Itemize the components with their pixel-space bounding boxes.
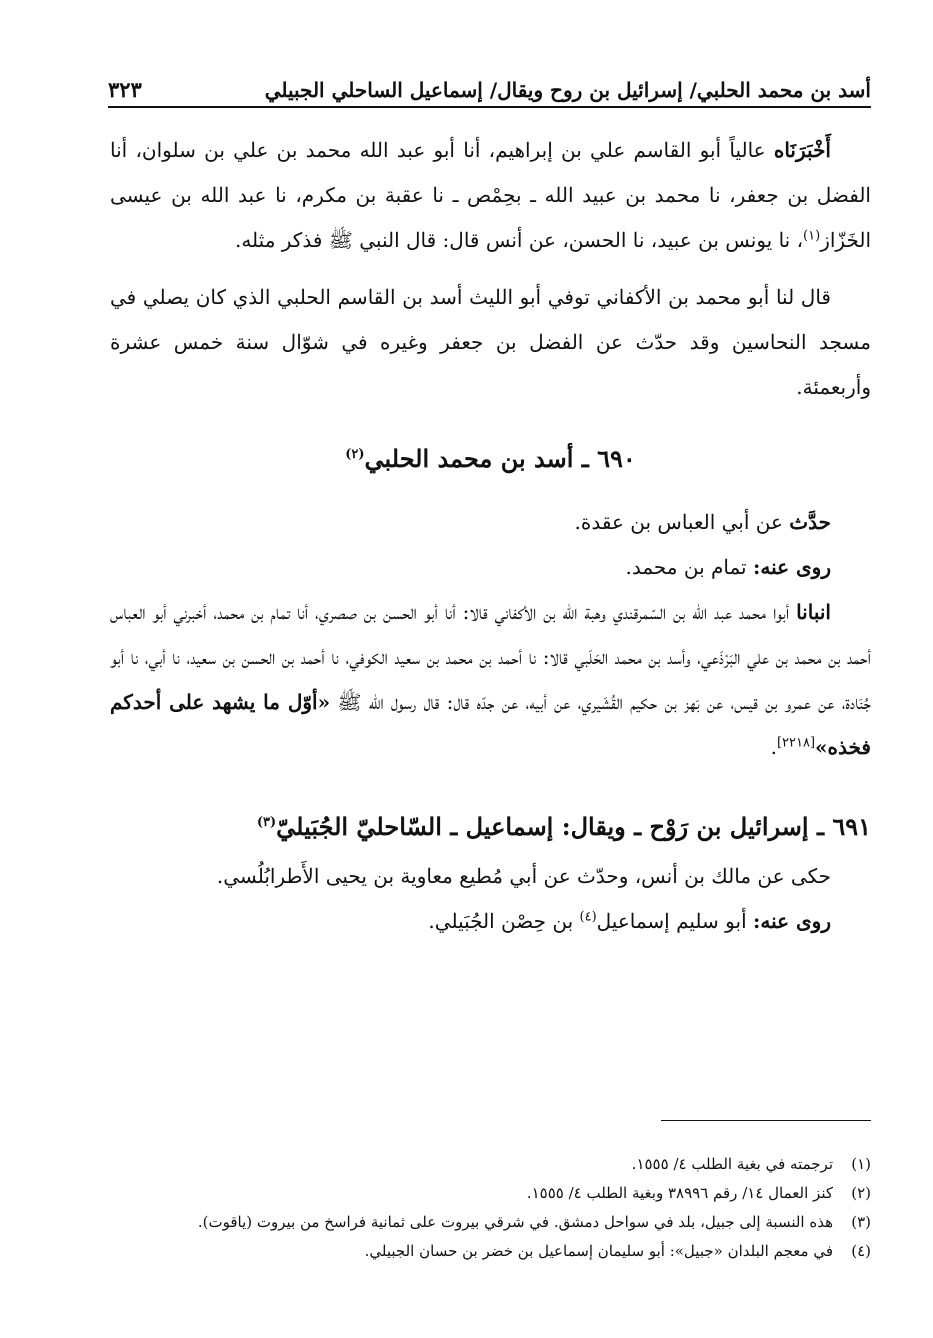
paragraph-lead: روى عنه:	[752, 909, 831, 933]
paragraph-death-note: قال لنا أبو محمد بن الأكفاني توفي أبو الليث أسد بن القاسم الحلبي الذي كان يصلي في مسجد النحاسين وقد حدّث عن الفضل بن جعفر وغيره في شوّال سنة خمس عشرة وأربعمئة.	[110, 285, 871, 399]
running-title: أسد بن محمد الحلبي/ إسرائيل بن روح ويقال/ إسماعيل الساحلي الجبيلي	[264, 78, 871, 102]
footnote-1	[100, 1150, 871, 1179]
paragraph-text: عن أبي العباس بن عقدة.	[574, 510, 790, 534]
paragraph-end: .	[770, 735, 777, 759]
footnote-3	[100, 1208, 871, 1237]
paragraph-haddath	[110, 500, 871, 545]
paragraph-lead: روى عنه:	[752, 555, 831, 579]
paragraph-akhbarana	[110, 128, 871, 263]
paragraph-haka: حكى عن مالك بن أنس، وحدّث عن أبي مُطيع معاوية بن يحيى الأَطرابُلُسي.	[216, 864, 831, 888]
paragraph-text: أبوا محمد عبد الله بن السّمرقندي وهبة الله بن الأكفاني قالا: أنا أبو الحسن بن صصري، أنا تمام بن محمد، أخبرني أبو العباس أحمد بن محمد بن علي البَرْذَعي، وأسد بن محمد الحَلَبي قالا: نا أحمد بن محمد بن سعيد الكوفي، نا أحمد بن الحسن بن سعيد، نا أبي، نا أبو جُنَادة، عن عمرو بن قيس، عن بَهز بن حكيم القُشَيري، عن أبيه، عن جدّه قال: قال رسول الله ﷺ	[110, 600, 871, 714]
footnote-text: كنز العمال ١٤/ رقم ٣٨٩٩٦ وبغية الطلب ٤/ ١٥٥٥.	[526, 1184, 833, 1202]
footnote-number: (٣)	[851, 1213, 871, 1231]
paragraph-text: ، نا يونس بن عبيد، نا الحسن، عن أنس قال: قال النبي ﷺ فذكر مثله.	[234, 228, 804, 252]
paragraph-text: أبو سليم إسماعيل	[596, 909, 753, 933]
main-text	[110, 128, 871, 944]
footnote-reference: (٢)	[345, 447, 365, 462]
footnote-number: (٤)	[851, 1242, 871, 1260]
footnote-reference: (٤)	[579, 909, 597, 925]
footnotes	[100, 1150, 871, 1266]
page-number: ٣٢٣	[108, 77, 142, 102]
footnote-divider	[661, 1120, 871, 1121]
paragraph-lead: انبانا	[796, 600, 831, 624]
footnote-reference: (١)	[803, 228, 821, 244]
paragraph-rawa-anhu	[110, 545, 871, 590]
footnote-number: (١)	[851, 1155, 871, 1173]
paragraph-text: بن حِصْن الجُبَيلي.	[428, 909, 580, 933]
entry-heading-691	[110, 804, 871, 850]
paragraph-rawa-anhu-691	[110, 899, 871, 944]
footnote-text: في معجم البلدان «جبيل»: أبو سليمان إسماعيل بن خضر بن حسان الجبيلي.	[364, 1242, 833, 1260]
paragraph-text: عالياً أبو القاسم علي بن إبراهيم، أنا أبو عبد الله محمد بن علي بن سلوان، أنا الفضل بن جعفر، نا محمد بن عبيد الله ـ بحِمْص ـ نا عقبة بن مكرم، نا عبد الله بن عيسى الخَزّاز	[110, 138, 871, 252]
footnote-reference: (٣)	[256, 815, 277, 830]
paragraph-text: تمام بن محمد.	[625, 555, 753, 579]
paragraph-lead: أَخْبَرَنَاه	[773, 138, 831, 162]
footnote-text: ترجمته في بغية الطلب ٤/ ١٥٥٥.	[631, 1155, 833, 1173]
paragraph-anbana	[110, 590, 871, 770]
page-header	[108, 62, 871, 108]
paragraph-lead: حدَّث	[789, 510, 831, 534]
hadith-text: «أوّل ما يشهد على أحدكم فخذه»	[110, 690, 871, 759]
footnote-number: (٢)	[851, 1184, 871, 1202]
footnote-text: هذه النسبة إلى جبيل، بلد في سواحل دمشق. في شرقي بيروت على ثمانية فراسخ من بيروت (ياقوت).	[197, 1213, 833, 1231]
footnote-4	[100, 1237, 871, 1266]
bracket-reference: [٢٢١٨]	[776, 735, 816, 751]
entry-heading-text: ٦٩٠ ـ أسد بن محمد الحلبي	[364, 444, 636, 473]
footnote-2	[100, 1179, 871, 1208]
entry-heading-690	[110, 436, 871, 482]
entry-heading-text: ٦٩١ ـ إسرائيل بن رَوْح ـ ويقال: إسماعيل ـ السّاحليّ الجُبَيليّ	[276, 812, 871, 841]
